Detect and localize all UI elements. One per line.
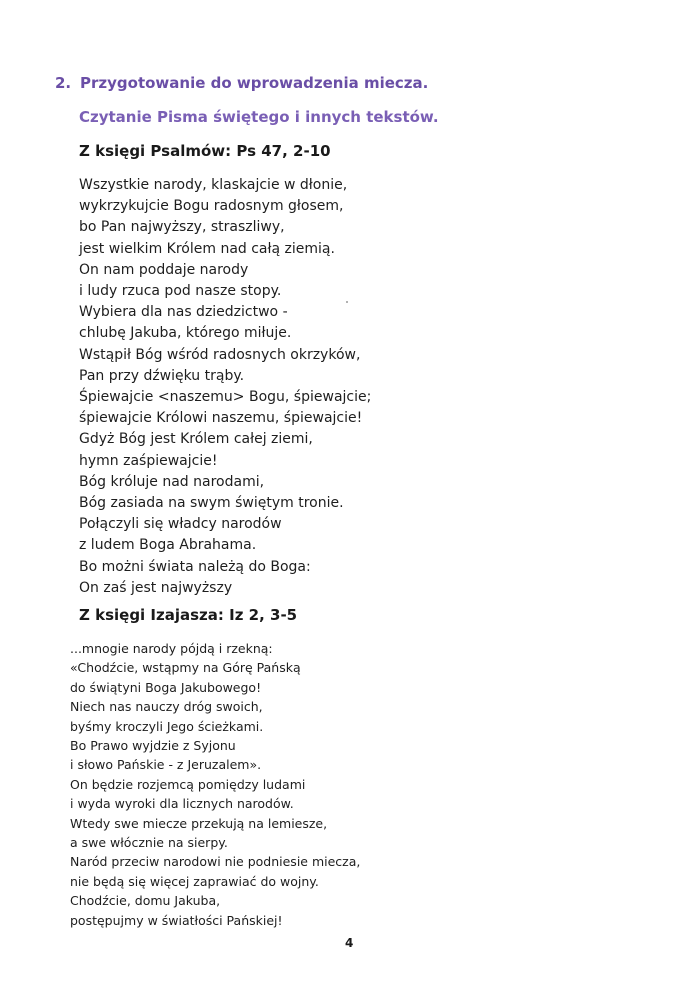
psalm-line: On zaś jest najwyższy [79, 579, 233, 596]
isaiah-line: Naród przeciw narodowi nie podniesie miecza, [70, 854, 361, 870]
readings-subheading: Czytanie Pisma świętego i innych tekstów. [79, 108, 439, 126]
scan-speck [346, 301, 348, 303]
page-number: 4 [345, 936, 354, 950]
psalm-line: Pan przy dźwięku trąby. [79, 367, 245, 384]
section-title: Przygotowanie do wprowadzenia miecza. [80, 74, 429, 92]
isaiah-line: Chodźcie, domu Jakuba, [70, 893, 221, 909]
psalm-line: z ludem Boga Abrahama. [79, 537, 257, 554]
psalm-line: bo Pan najwyższy, straszliwy, [79, 219, 285, 236]
psalm-text [79, 175, 371, 599]
psalm-title: Z księgi Psalmów: Ps 47, 2-10 [79, 142, 331, 160]
isaiah-line: do świątyni Boga Jakubowego! [70, 679, 262, 695]
isaiah-line: byśmy kroczyli Jego ścieżkami. [70, 718, 264, 734]
isaiah-line: Niech nas nauczy dróg swoich, [70, 699, 263, 715]
psalm-line: śpiewajcie Królowi naszemu, śpiewajcie! [79, 410, 363, 427]
isaiah-line: ...mnogie narody pójdą i rzekną: [70, 641, 273, 656]
psalm-line: wykrzykujcie Bogu radosnym głosem, [79, 198, 344, 215]
psalm-line: i ludy rzuca pod nasze stopy. [79, 283, 282, 300]
psalm-line: On nam poddaje narody [79, 261, 249, 278]
isaiah-line: nie będą się więcej zaprawiać do wojny. [70, 873, 319, 889]
isaiah-text [70, 639, 360, 930]
psalm-line: Połączyli się władcy narodów [79, 516, 282, 533]
isaiah-title: Z księgi Izajasza: Iz 2, 3-5 [79, 606, 298, 624]
isaiah-line: i wyda wyroki dla licznych narodów. [70, 796, 294, 812]
isaiah-line: a swe włócznie na sierpy. [70, 835, 228, 851]
psalm-line: jest wielkim Królem nad całą ziemią. [79, 240, 335, 257]
psalm-line: chlubę Jakuba, którego miłuje. [79, 325, 292, 342]
psalm-line: Bóg zasiada na swym świętym tronie. [79, 495, 344, 512]
psalm-line: Śpiewajcie <naszemu> Bogu, śpiewajcie; [79, 389, 372, 406]
section-number: 2. [55, 74, 72, 92]
psalm-line: Wstąpił Bóg wśród radosnych okrzyków, [79, 346, 361, 363]
isaiah-line: Wtedy swe miecze przekują na lemiesze, [70, 815, 328, 831]
isaiah-line: On będzie rozjemcą pomiędzy ludami [70, 776, 306, 792]
section-heading [55, 74, 428, 92]
psalm-line: hymn zaśpiewajcie! [79, 452, 218, 469]
psalm-line: Wszystkie narody, klaskajcie w dłonie, [79, 177, 348, 193]
psalm-line: Bóg króluje nad narodami, [79, 473, 265, 490]
psalm-line: Wybiera dla nas dziedzictwo - [79, 304, 288, 321]
isaiah-line: «Chodźcie, wstąpmy na Górę Pańską [70, 660, 301, 676]
isaiah-line: Bo Prawo wyjdzie z Syjonu [70, 738, 236, 754]
isaiah-line: postępujmy w światłości Pańskiej! [70, 912, 283, 928]
psalm-line: Bo możni świata należą do Boga: [79, 558, 311, 575]
psalm-line: Gdyż Bóg jest Królem całej ziemi, [79, 431, 313, 448]
isaiah-line: i słowo Pańskie - z Jeruzalem». [70, 757, 262, 773]
